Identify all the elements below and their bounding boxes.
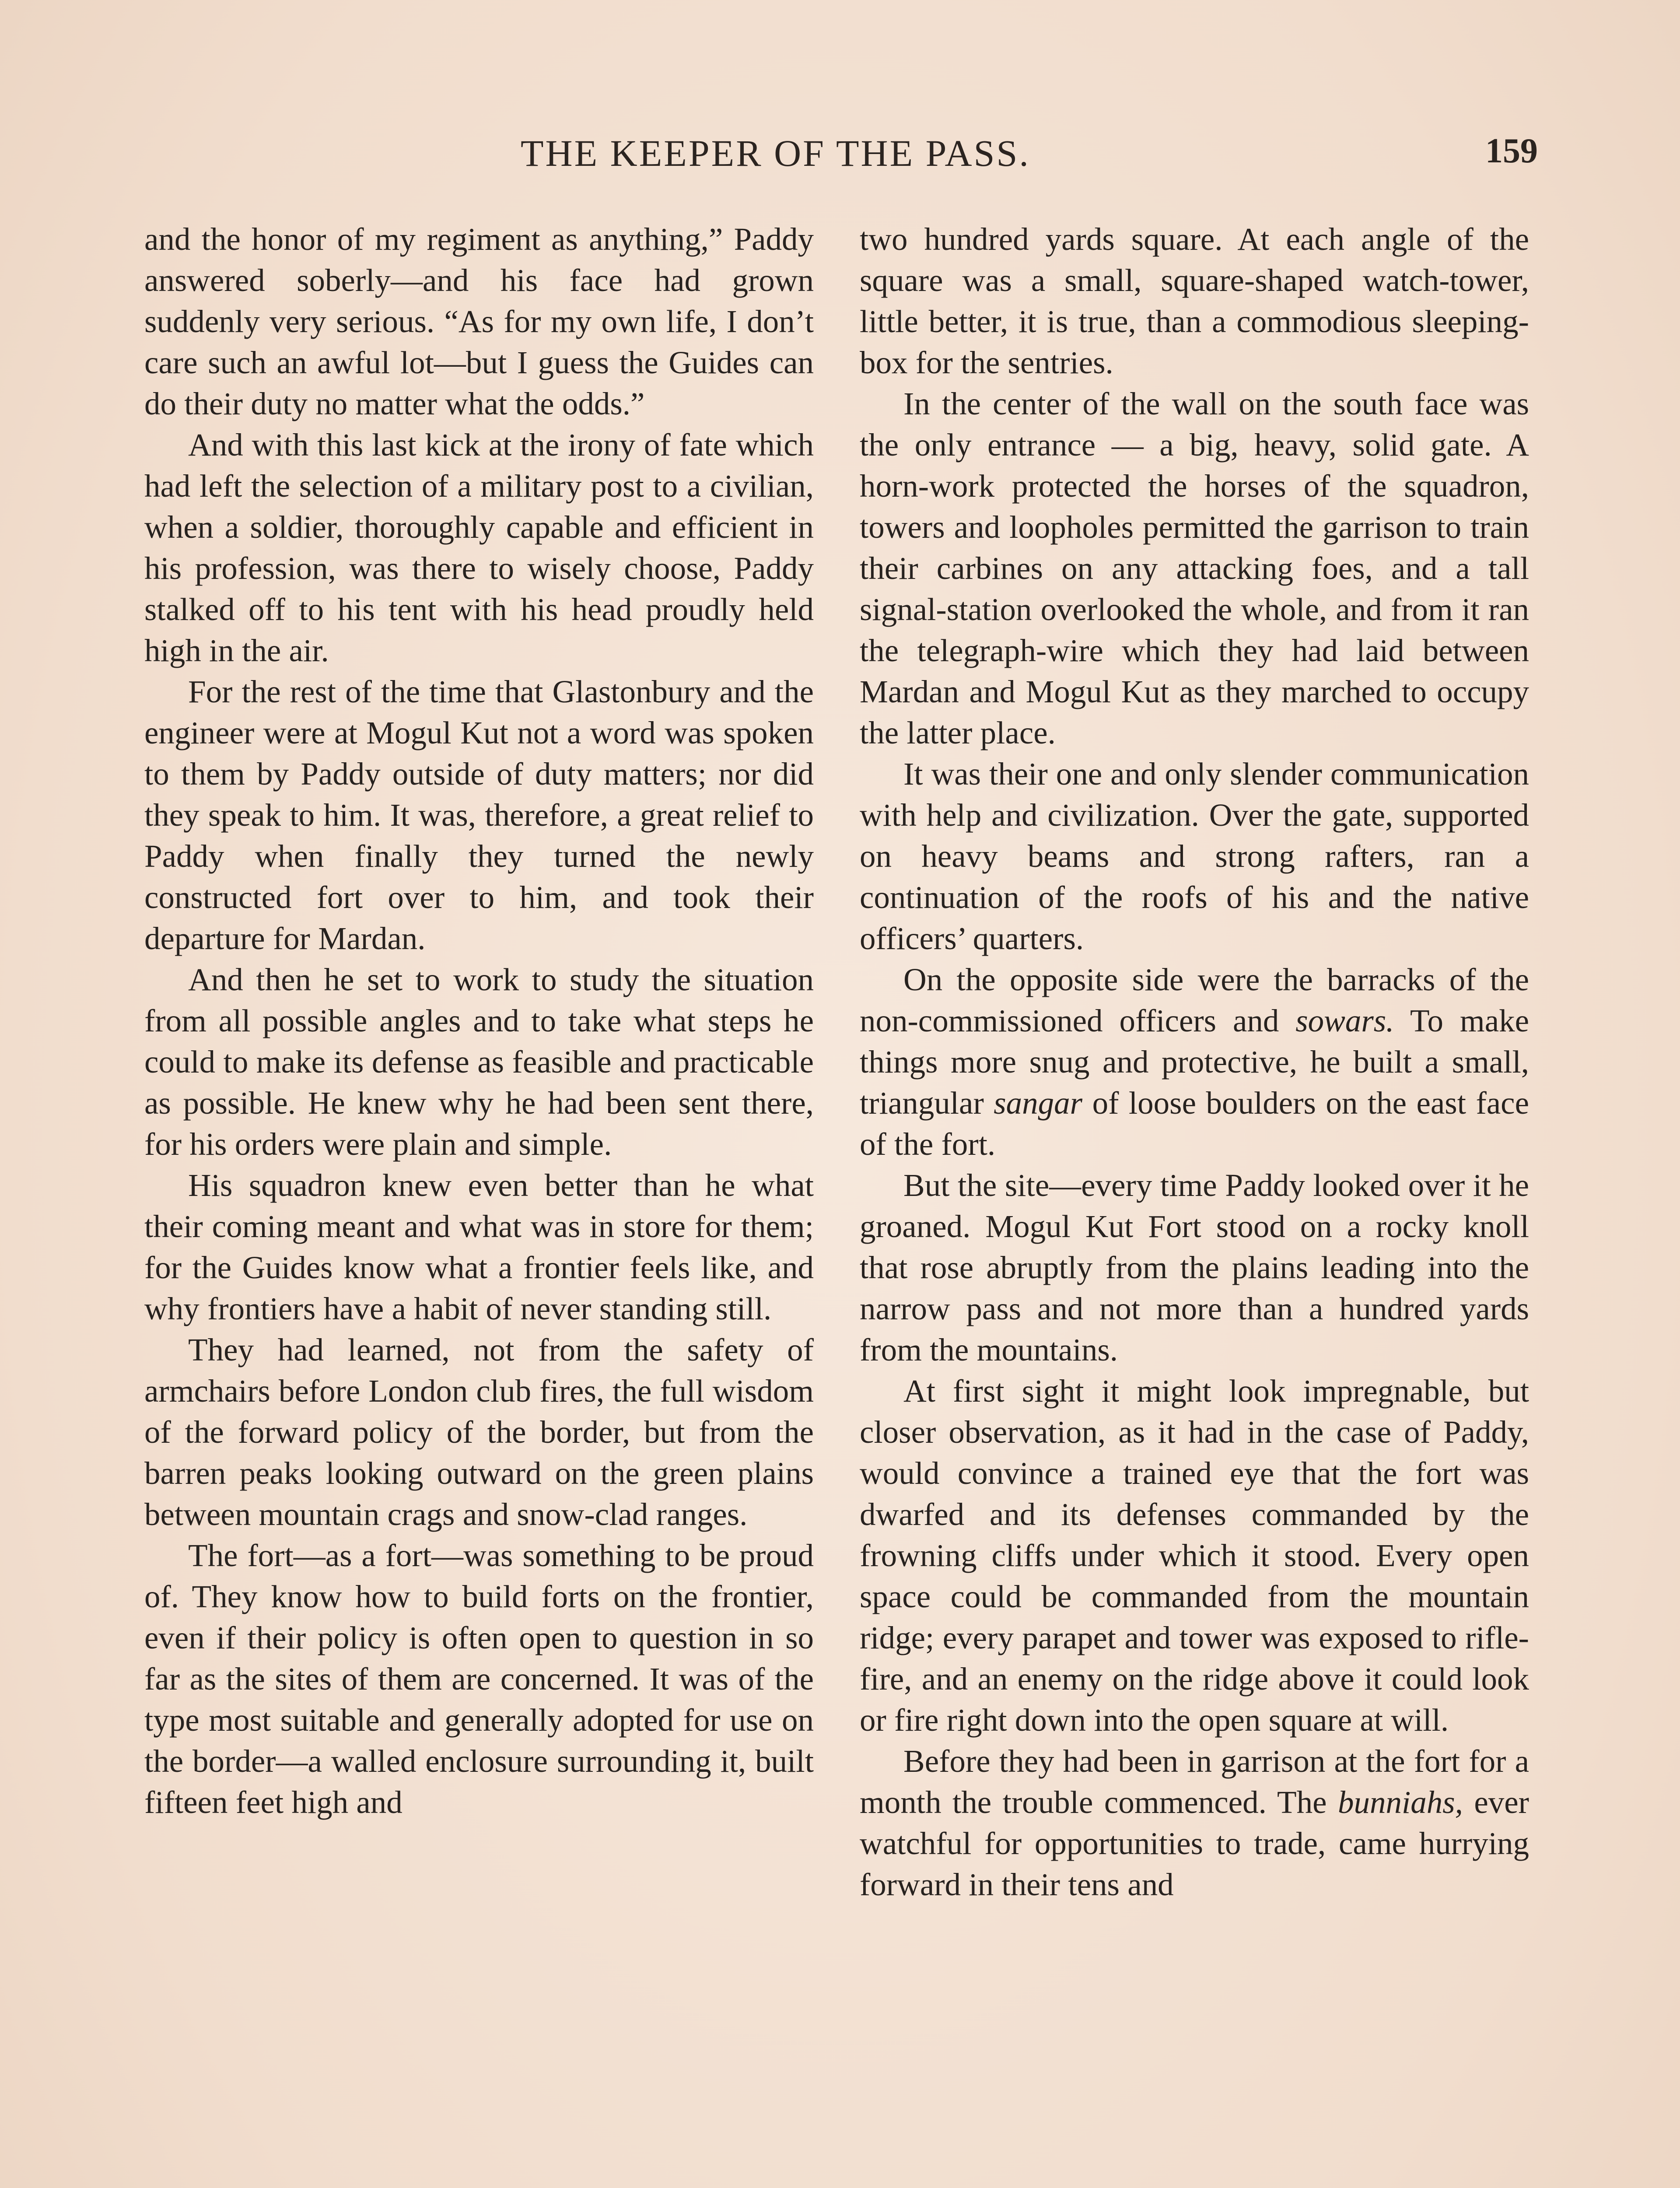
paragraph: But the site—every time Paddy looked over it he groaned. Mogul Kut Fort stood on a rocky knoll that rose abruptly from the plains leading into the narrow pass and not more than a hundred yards from the mountains. <box>860 1168 1529 1368</box>
italic-term: sowars. <box>1295 1003 1394 1038</box>
page-number: 159 <box>1485 132 1538 170</box>
italic-term: bunniahs, <box>1337 1785 1463 1820</box>
paragraph: His squadron knew even better than he what their coming meant and what was in store for them; for the Guides know what a frontier feels like, and why frontiers have a habit of never standing still. <box>144 1168 814 1326</box>
text-run: To make things more snug and protective, he built a small, triangular <box>860 1003 1529 1121</box>
paragraph: two hundred yards square. At each angle of the square was a small, square-shaped watch-tower, little better, it is true, than a commodious sleeping-box for the sentries. <box>860 221 1529 380</box>
paragraph: The fort—as a fort—was something to be proud of. They know how to build forts on the frontier, even if their policy is often open to question in so far as the sites of them are concerned. It was of the type most suitable and generally adopted for use on the border—a walled enclosure surrounding it, built fifteen feet high and <box>144 1538 814 1820</box>
text-run: ever watchful for opportunities to trade, came hurrying forward in their tens and <box>860 1785 1529 1902</box>
text-run: Before they had been in garrison at the fort for a month the trouble commenced. The <box>860 1743 1529 1820</box>
paragraph: They had learned, not from the safety of armchairs before London club fires, the full wisdom of the forward policy of the border, but from the barren peaks looking outward on the green plains between mountain crags and snow-clad ranges. <box>144 1332 814 1532</box>
text-run: of loose boulders on the east face of the fort. <box>860 1085 1529 1162</box>
paragraph: For the rest of the time that Glastonbury and the engineer were at Mogul Kut not a word was spoken to them by Paddy outside of duty matters; nor did they speak to him. It was, therefore, a great relief to Paddy when finally they turned the newly constructed fort over to him, and took their departure for Mardan. <box>144 674 814 956</box>
right-column <box>860 219 1529 1905</box>
left-column <box>144 219 814 1823</box>
italic-term: sangar <box>994 1085 1083 1121</box>
paragraph: And with this last kick at the irony of fate which had left the selection of a military post to a civilian, when a soldier, thoroughly capable and efficient in his profession, was there to wisely choose, Paddy stalked off to his tent with his head proudly held high in the air. <box>144 427 814 668</box>
running-title: THE KEEPER OF THE PASS. <box>521 132 1030 174</box>
paragraph <box>860 959 1529 1165</box>
paragraph: and the honor of my regiment as anything,” Paddy answered soberly—and his face had grown suddenly very serious. “As for my own life, I don’t care such an awful lot—but I guess the Guides can do their duty no matter what the odds.” <box>144 221 814 421</box>
paragraph: At first sight it might look impregnable, but closer observation, as it had in the case of Paddy, would convince a trained eye that the fort was dwarfed and its defenses commanded by the frowning cliffs under which it stood. Every open space could be commanded from the mountain ridge; every parapet and tower was exposed to rifle-fire, and an enemy on the ridge above it could look or fire right down into the open square at will. <box>860 1373 1529 1738</box>
paragraph: In the center of the wall on the south face was the only entrance — a big, heavy, solid gate. A horn-work protected the horses of the squadron, towers and loopholes permitted the garrison to train their carbines on any attacking foes, and a tall signal-station overlooked the whole, and from it ran the telegraph-wire which they had laid between Mardan and Mogul Kut as they marched to occupy the latter place. <box>860 386 1529 750</box>
paragraph <box>860 1741 1529 1905</box>
page-header <box>0 131 1680 184</box>
paragraph: And then he set to work to study the situation from all possible angles and to take what steps he could to make its defense as feasible and practicable as possible. He knew why he had been sent there, for his orders were plain and simple. <box>144 962 814 1162</box>
paragraph: It was their one and only slender communication with help and civilization. Over the gate, supported on heavy beams and strong rafters, ran a continuation of the roofs of his and the native officers’ quarters. <box>860 756 1529 956</box>
text-run: On the opposite side were the barracks of the non-commissioned officers and <box>860 962 1529 1038</box>
